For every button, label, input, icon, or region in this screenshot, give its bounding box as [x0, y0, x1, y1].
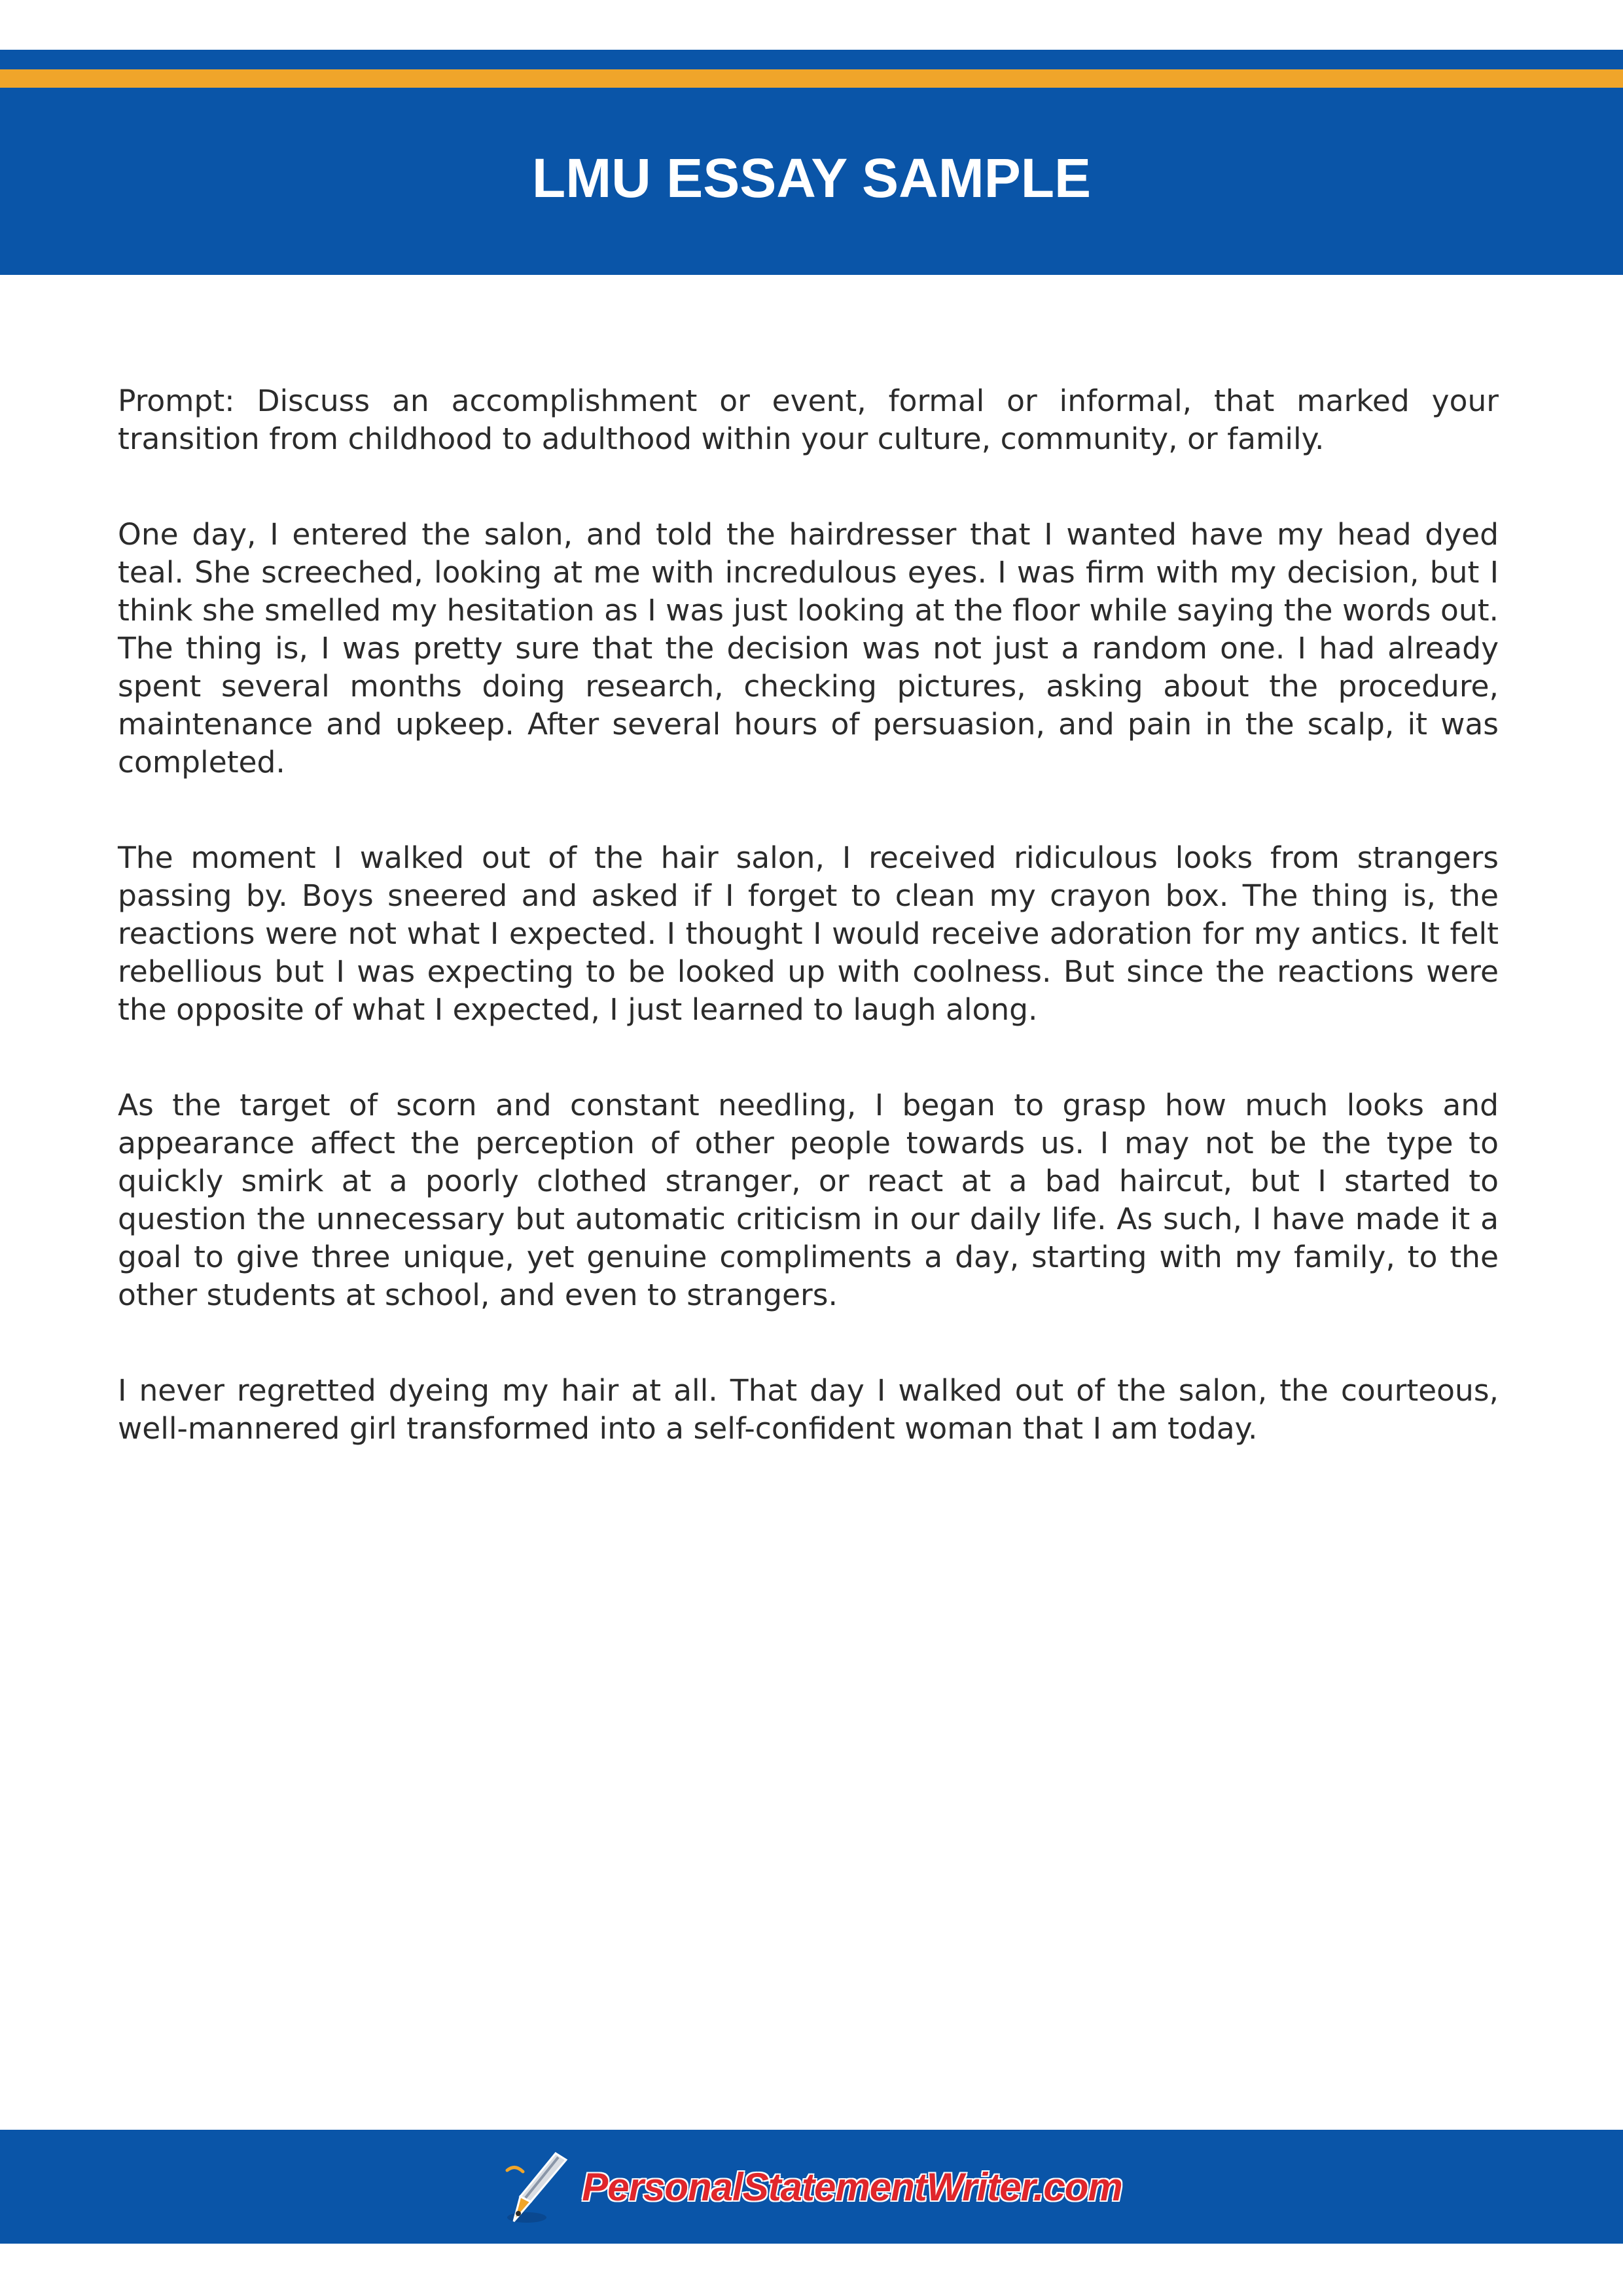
essay-paragraph: I never regretted dyeing my hair at all. That day I walked out of the salon, the courteous, well-mannered girl transformed into a self-confident woman that I am today. — [118, 1373, 1499, 1446]
page-title: LMU ESSAY SAMPLE — [531, 147, 1092, 209]
essay-paragraph: The moment I walked out of the hair salon, I received ridiculous looks from strangers passing by. Boys sneered and asked if I forget to clean my crayon box. The thing is, the reactions were not what I expected. I thought I would receive adoration for my antics. It felt rebellious but I was expecting to be looked up with coolness. But since the reactions were the opposite of what I expected, I just learned to laugh along. — [118, 840, 1499, 1027]
top-blue-stripe — [0, 50, 1623, 69]
header-banner — [0, 88, 1623, 275]
site-logo[interactable] — [501, 2144, 1122, 2229]
footer-banner — [0, 2130, 1623, 2244]
pen-nib-icon — [501, 2144, 573, 2229]
essay-body — [118, 382, 1499, 1505]
logo-text: PersonalStatementWriter.com — [582, 2164, 1122, 2209]
essay-paragraph: As the target of scorn and constant needling, I began to grasp how much looks and appearance affect the perception of other people towards us. I may not be the type to quickly smirk at a poorly clothed stranger, or react at a bad haircut, but I started to question the unnecessary but automatic criticism in our daily life. As such, I have made it a goal to give three unique, yet genuine compliments a day, starting with my family, to the other students at school, and even to strangers. — [118, 1088, 1499, 1312]
essay-paragraph: One day, I entered the salon, and told the hairdresser that I wanted have my head dyed teal. She screeched, looking at me with incredulous eyes. I was firm with my decision, but I think she smelled my hesitation as I was just looking at the floor while saying the words out. The thing is, I was pretty sure that the decision was not just a random one. I had already spent several months doing research, checking pictures, asking about the procedure, maintenance and upkeep. After several hours of persuasion, and pain in the scalp, it was completed. — [118, 517, 1499, 780]
essay-prompt: Prompt: Discuss an accomplishment or event, formal or informal, that marked your transition from childhood to adulthood within your culture, community, or family. — [118, 384, 1499, 456]
top-orange-stripe — [0, 69, 1623, 88]
